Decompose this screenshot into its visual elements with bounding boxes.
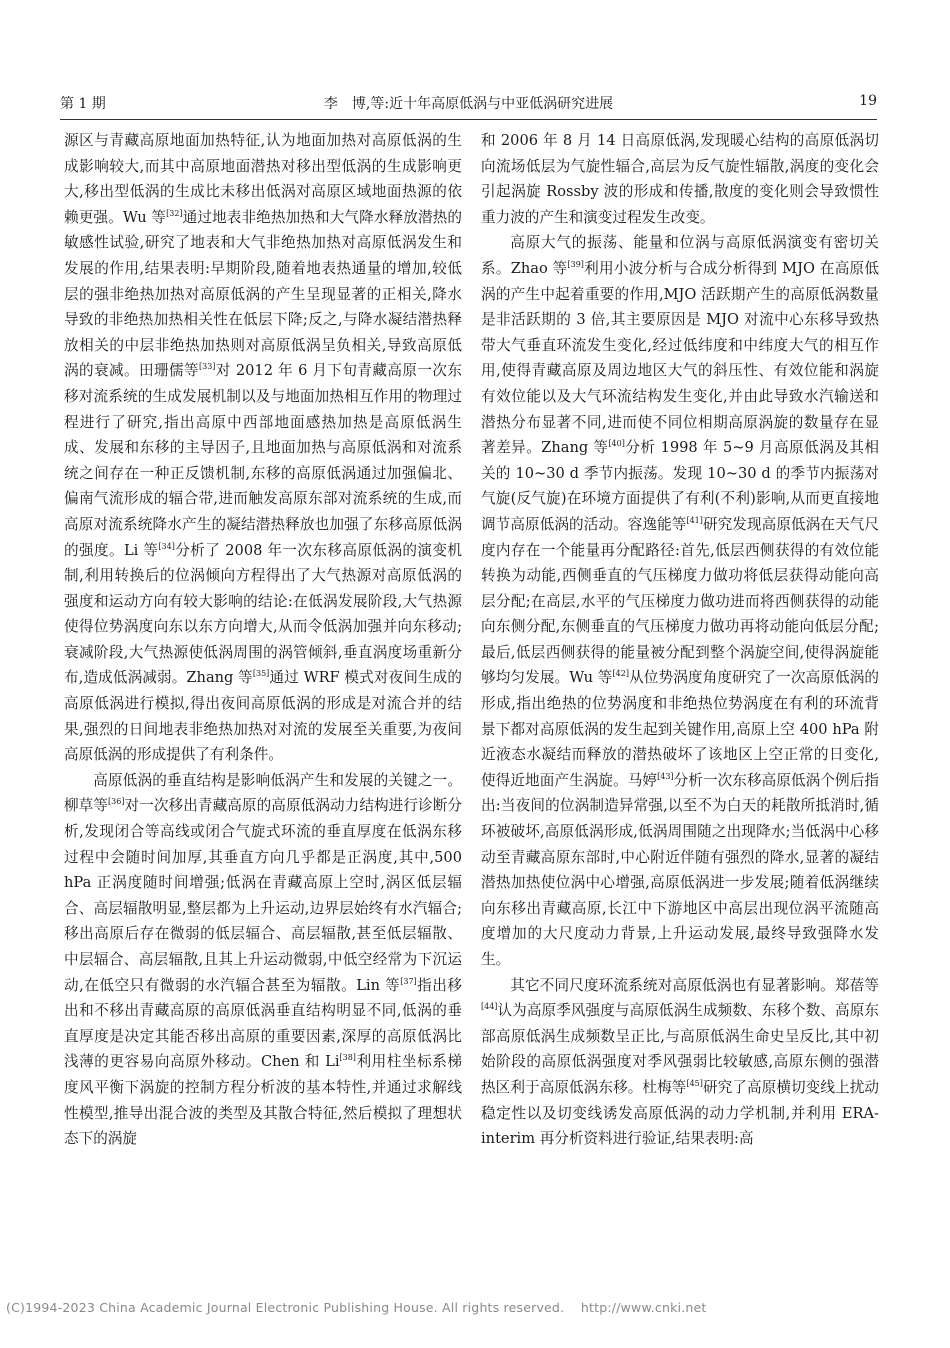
header-rule — [60, 119, 877, 120]
paragraph-text: 通过地表非绝热加热和大气降水释放潜热的敏感性试验,研究了地表和大气非绝热加热对高原低涡发生和发展的作用,结果表明:早期阶段,随着地表热通量的增加,较低层的强非绝热加热对高原低涡的产生呈现显著的正相关,降水导致的非绝热加热相关性在低层下降;反之,与降水凝结潜热释放相关的中层非绝热加热则对高原低涡呈负相关,导致高原低涡的衰减。田珊儒等 — [64, 208, 462, 380]
citation-ref: [37] — [400, 976, 417, 986]
paragraph-text: 指出移出和不移出青藏高原的高原低涡垂直结构明显不同,低涡的垂直厚度是决定其能否移出高原的重要因素,深厚的高原低涡比浅薄的更容易向高原外移动。Chen 和 Li — [64, 976, 462, 1071]
citation-ref: [34] — [158, 541, 175, 551]
citation-ref: [35] — [252, 669, 270, 679]
citation-ref: [45] — [686, 1078, 703, 1088]
running-header — [60, 93, 877, 119]
paragraph — [481, 128, 879, 230]
copyright-footer: (C)1994-2023 China Academic Journal Electronic Publishing House. All rights reserved. http://www.cnki.net — [6, 1300, 707, 1315]
paragraph-text: 分析 1998 年 5~9 月高原低涡及其相关的 10~30 d 季节内振荡。发现 10~30 d 的季节内振荡对气旋(反气旋)在环境方面提供了有利(不利)影响,从而更直接地调节高原低涡的活动。容逸能等 — [481, 439, 879, 533]
page-number: 19 — [859, 93, 877, 109]
citation-ref: [43] — [657, 771, 674, 781]
citation-ref: [39] — [567, 259, 584, 269]
paragraph-text: 高原低涡的垂直结构是影响低涡产生和发展的关键之一。柳草等 — [64, 771, 462, 815]
citation-ref: [42] — [612, 669, 629, 679]
citation-ref: [38] — [339, 1053, 356, 1063]
running-title: 李 博,等:近十年高原低涡与中亚低涡研究进展 — [323, 96, 614, 112]
citation-ref: [40] — [608, 439, 625, 449]
citation-ref: [36] — [108, 797, 125, 807]
right-column — [481, 128, 879, 1152]
paragraph-text: 对 2012 年 6 月下旬青藏高原一次东移对流系统的生成发展机制以及与地面加热相互作用的物理过程进行了研究,指出高原中西部地面感热加热是高原低涡生成、发展和东移的主导因子,且地面加热与高原低涡和对流系统之间存在一种正反馈机制,东移的高原低涡通过加强偏北、偏南气流形成的辐合带,进而触发高原东部对流系统的生成,而高原对流系统降水产生的凝结潜热释放也加强了东移高原低涡的强度。Li 等 — [64, 362, 462, 559]
issue-label: 第 1 期 — [60, 96, 106, 112]
citation-ref: [33] — [198, 362, 216, 372]
paragraph-text: 对一次移出青藏高原的高原低涡动力结构进行诊断分析,发现闭合等高线或闭合气旋式环流的垂直厚度在低涡东移过程中会随时间加厚,其垂直方向几乎都是正涡度,其中,500 hPa 正涡度随时间增强;低涡在青藏高原上空时,涡区低层辐合、高层辐散明显,整层都为上升运动,边界层始终有水汽辐合;移出高原后存在微弱的低层辐合、高层辐散,甚至低层辐散、中层辐合、高层辐散,且其上升运动微弱,中低空经常为下沉运动,在低空只有微弱的水汽辐合甚至为辐散。Lin 等 — [64, 797, 462, 994]
citation-ref: [32] — [166, 208, 183, 218]
paragraph — [64, 768, 462, 1152]
paragraph-text: 分析了 2008 年一次东移高原低涡的演变机制,利用转换后的位涡倾向方程得出了大气热源对高原低涡的强度和运动方向有较大影响的结论:在低涡发展阶段,大气热源使得位势涡度向东以东方向增大,从而令低涡加强并向东移动;衰减阶段,大气热源使低涡周围的涡管倾斜,垂直涡度场重新分布,造成低涡减弱。Zhang 等 — [64, 541, 462, 687]
paragraph-text: 从位势涡度角度研究了一次高原低涡的形成,指出绝热的位势涡度和非绝热位势涡度在有利的环流背景下都对高原低涡的发生起到关键作用,高原上空 400 hPa 附近液态水凝结而释放的潜热破坏了该地区上空正常的日变化,使得近地面产生涡旋。马婷 — [481, 669, 879, 789]
paragraph — [481, 230, 879, 972]
paragraph-text: 源区与青藏高原地面加热特征,认为地面加热对高原低涡的生成影响较大,而其中高原地面潜热对移出型低涡的生成影响更大,移出型低涡的生成比未移出低涡对高原区域地面热源的依赖更强。Wu 等 — [64, 132, 462, 226]
paragraph-text: 高原大气的振荡、能量和位涡与高原低涡演变有密切关系。Zhao 等 — [481, 234, 879, 277]
paragraph — [64, 128, 462, 768]
paragraph-text: 研究了高原横切变线上扰动稳定性以及切变线诱发高原低涡的动力学机制,并利用 ERA-interim 再分析资料进行验证,结果表明:高 — [481, 1078, 879, 1148]
paragraph-text: 利用小波分析与合成分析得到 MJO 在高原低涡的产生中起着重要的作用,MJO 活跃期产生的高原低涡数量是非活跃期的 3 倍,其主要原因是 MJO 对流中心东移导致热带大气垂直环流发生变化,经过低纬度和中纬度大气的相互作用,使得青藏高原及周边地区大气的斜压性、有效位能和涡旋有效位能以及大气环流结构发生变化,并由此导致水汽输送和潜热分布显著不同,进而使不同位相期高原涡旋的数量存在显著差异。Zhang 等 — [481, 259, 879, 457]
paragraph-text: 利用柱坐标系梯度风平衡下涡旋的控制方程分析波的基本特性,并通过求解线性模型,推导出混合波的类型及其散合特征,然后模拟了理想状态下的涡旋 — [64, 1053, 462, 1148]
paragraph — [481, 973, 879, 1152]
paragraph-text: 通过 WRF 模式对夜间生成的高原低涡进行模拟,得出夜间高原低涡的形成是对流合并的结果,强烈的日间地表非绝热加热对对流的发展至关重要,为夜间高原低涡的形成提供了有利条件。 — [64, 669, 462, 764]
left-column — [64, 128, 462, 1152]
paragraph-text: 认为高原季风强度与高原低涡生成频数、东移个数、高原东部高原低涡生成频数呈正比,与高原低涡生命史呈反比,其中初始阶段的高原低涡强度对季风强弱比较敏感,高原东侧的强潜热区利于高原低涡东移。杜梅等 — [481, 1002, 879, 1096]
paragraph-text: 分析一次东移高原低涡个例后指出:当夜间的位涡制造异常强,以至不为白天的耗散所抵消时,循环被破坏,高原低涡形成,低涡周围随之出现降水;当低涡中心移动至青藏高原东部时,中心附近伴随有强烈的降水,显著的凝结潜热加热使位涡中心增强,高原低涡进一步发展;随着低涡继续向东移出青藏高原,长江中下游地区中高层出现位涡平流随高度增加的大尺度动力背景,上升运动发展,最终导致强降水发生。 — [481, 771, 879, 968]
citation-ref: [44] — [481, 1002, 498, 1012]
citation-ref: [41] — [686, 515, 703, 525]
paragraph-text: 研究发现高原低涡在天气尺度内存在一个能量再分配路径:首先,低层西侧获得的有效位能转换为动能,西侧垂直的气压梯度力做功将低层获得动能向高层分配;在高层,水平的气压梯度力做功进而将西侧获得的动能向东侧分配,东侧垂直的气压梯度力做功再将动能向低层分配;最后,低层西侧获得的能量被分配到整个涡旋空间,使得涡旋能够均匀发展。Wu 等 — [481, 515, 879, 687]
paragraph-text: 其它不同尺度环流系统对高原低涡也有显著影响。郑蓓等 — [510, 976, 879, 994]
paragraph-text: 和 2006 年 8 月 14 日高原低涡,发现暖心结构的高原低涡切向流场低层为气旋性辐合,高层为反气旋性辐散,涡度的变化会引起涡旋 Rossby 波的形成和传播,散度的变化则会导致惯性重力波的产生和演变过程发生改变。 — [481, 132, 879, 226]
